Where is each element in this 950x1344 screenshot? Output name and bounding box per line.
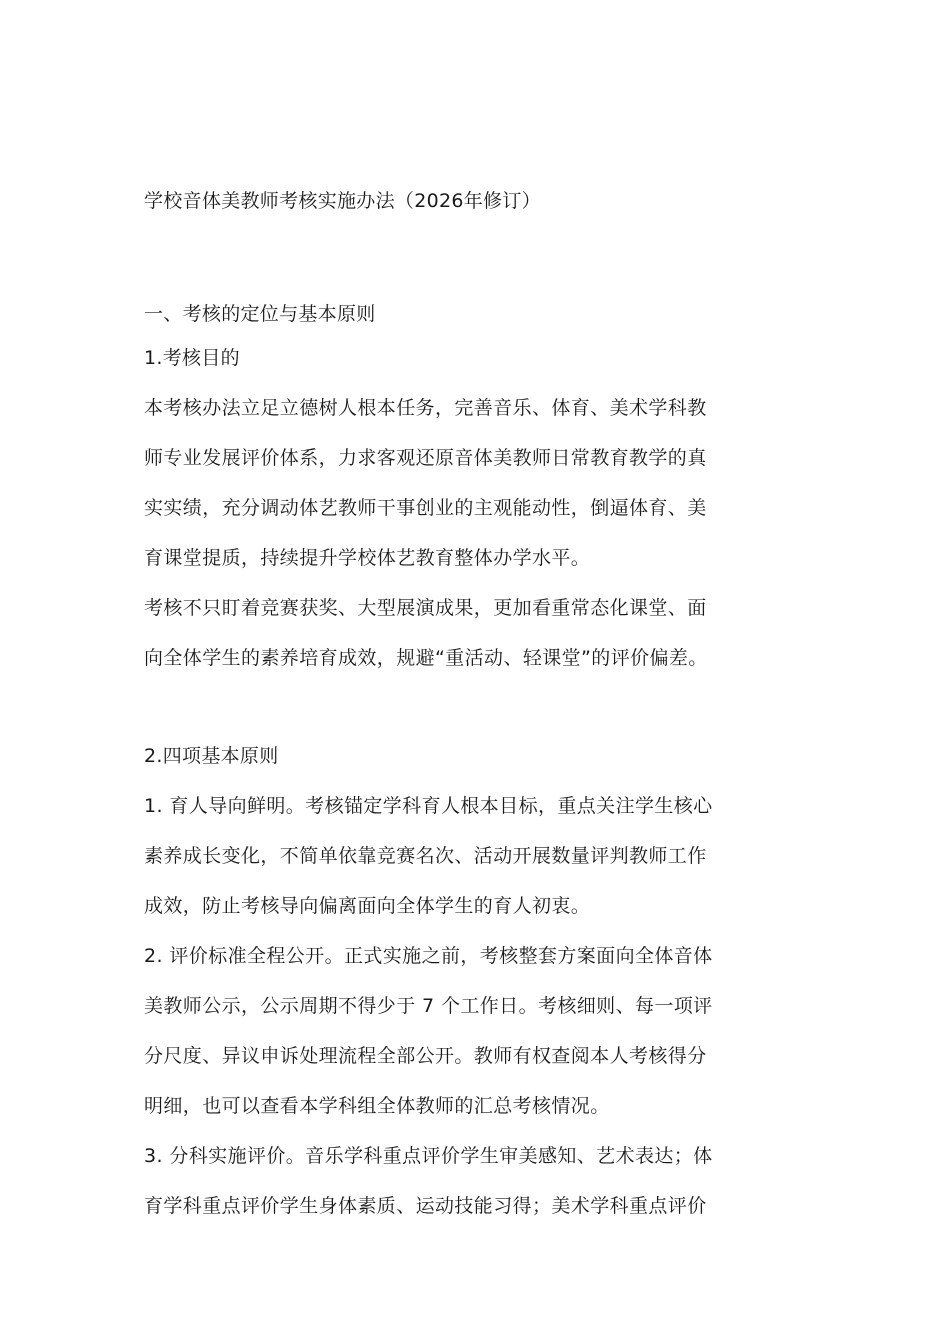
text-line: 美教师公示，公示周期不得少于 7 个工作日。考核细则、每一项评 bbox=[144, 995, 713, 1017]
document-body bbox=[144, 181, 812, 1231]
text-line: 分尺度、异议申诉处理流程全部公开。教师有权查阅本人考核得分 bbox=[144, 1045, 707, 1067]
text-line: 向全体学生的素养培育成效，规避“重活动、轻课堂”的评价偏差。 bbox=[144, 647, 708, 669]
text-line: 3. 分科实施评价。音乐学科重点评价学生审美感知、艺术表达；体 bbox=[144, 1145, 713, 1167]
subsection-heading-purpose: 1.考核目的 bbox=[144, 347, 240, 369]
paragraph-purpose-1 bbox=[144, 383, 812, 583]
section-heading-1: 一、考核的定位与基本原则 bbox=[144, 303, 376, 325]
subsection-heading-principles: 2.四项基本原则 bbox=[144, 745, 279, 767]
text-line: 素养成长变化，不简单依靠竞赛名次、活动开展数量评判教师工作 bbox=[144, 845, 707, 867]
text-line: 师专业发展评价体系，力求客观还原音体美教师日常教育教学的真 bbox=[144, 447, 707, 469]
document-title: 学校音体美教师考核实施办法（2026年修订） bbox=[144, 190, 541, 212]
principle-item-2 bbox=[144, 931, 812, 1131]
text-line: 考核不只盯着竞赛获奖、大型展演成果，更加看重常态化课堂、面 bbox=[144, 597, 707, 619]
text-line: 1. 育人导向鲜明。考核锚定学科育人根本目标，重点关注学生核心 bbox=[144, 795, 713, 817]
blank-line bbox=[144, 683, 812, 731]
text-line: 2. 评价标准全程公开。正式实施之前，考核整套方案面向全体音体 bbox=[144, 945, 713, 967]
principle-item-3 bbox=[144, 1131, 812, 1231]
text-line: 明细，也可以查看本学科组全体教师的汇总考核情况。 bbox=[144, 1095, 610, 1117]
text-line: 成效，防止考核导向偏离面向全体学生的育人初衷。 bbox=[144, 895, 591, 917]
text-line: 育学科重点评价学生身体素质、运动技能习得；美术学科重点评价 bbox=[144, 1195, 707, 1217]
text-line: 育课堂提质，持续提升学校体艺教育整体办学水平。 bbox=[144, 547, 591, 569]
text-line: 实实绩，充分调动体艺教师干事创业的主观能动性，倒逼体育、美 bbox=[144, 497, 707, 519]
text-line: 本考核办法立足立德树人根本任务，完善音乐、体育、美术学科教 bbox=[144, 397, 707, 419]
paragraph-purpose-2 bbox=[144, 583, 812, 683]
principle-item-1 bbox=[144, 781, 812, 931]
